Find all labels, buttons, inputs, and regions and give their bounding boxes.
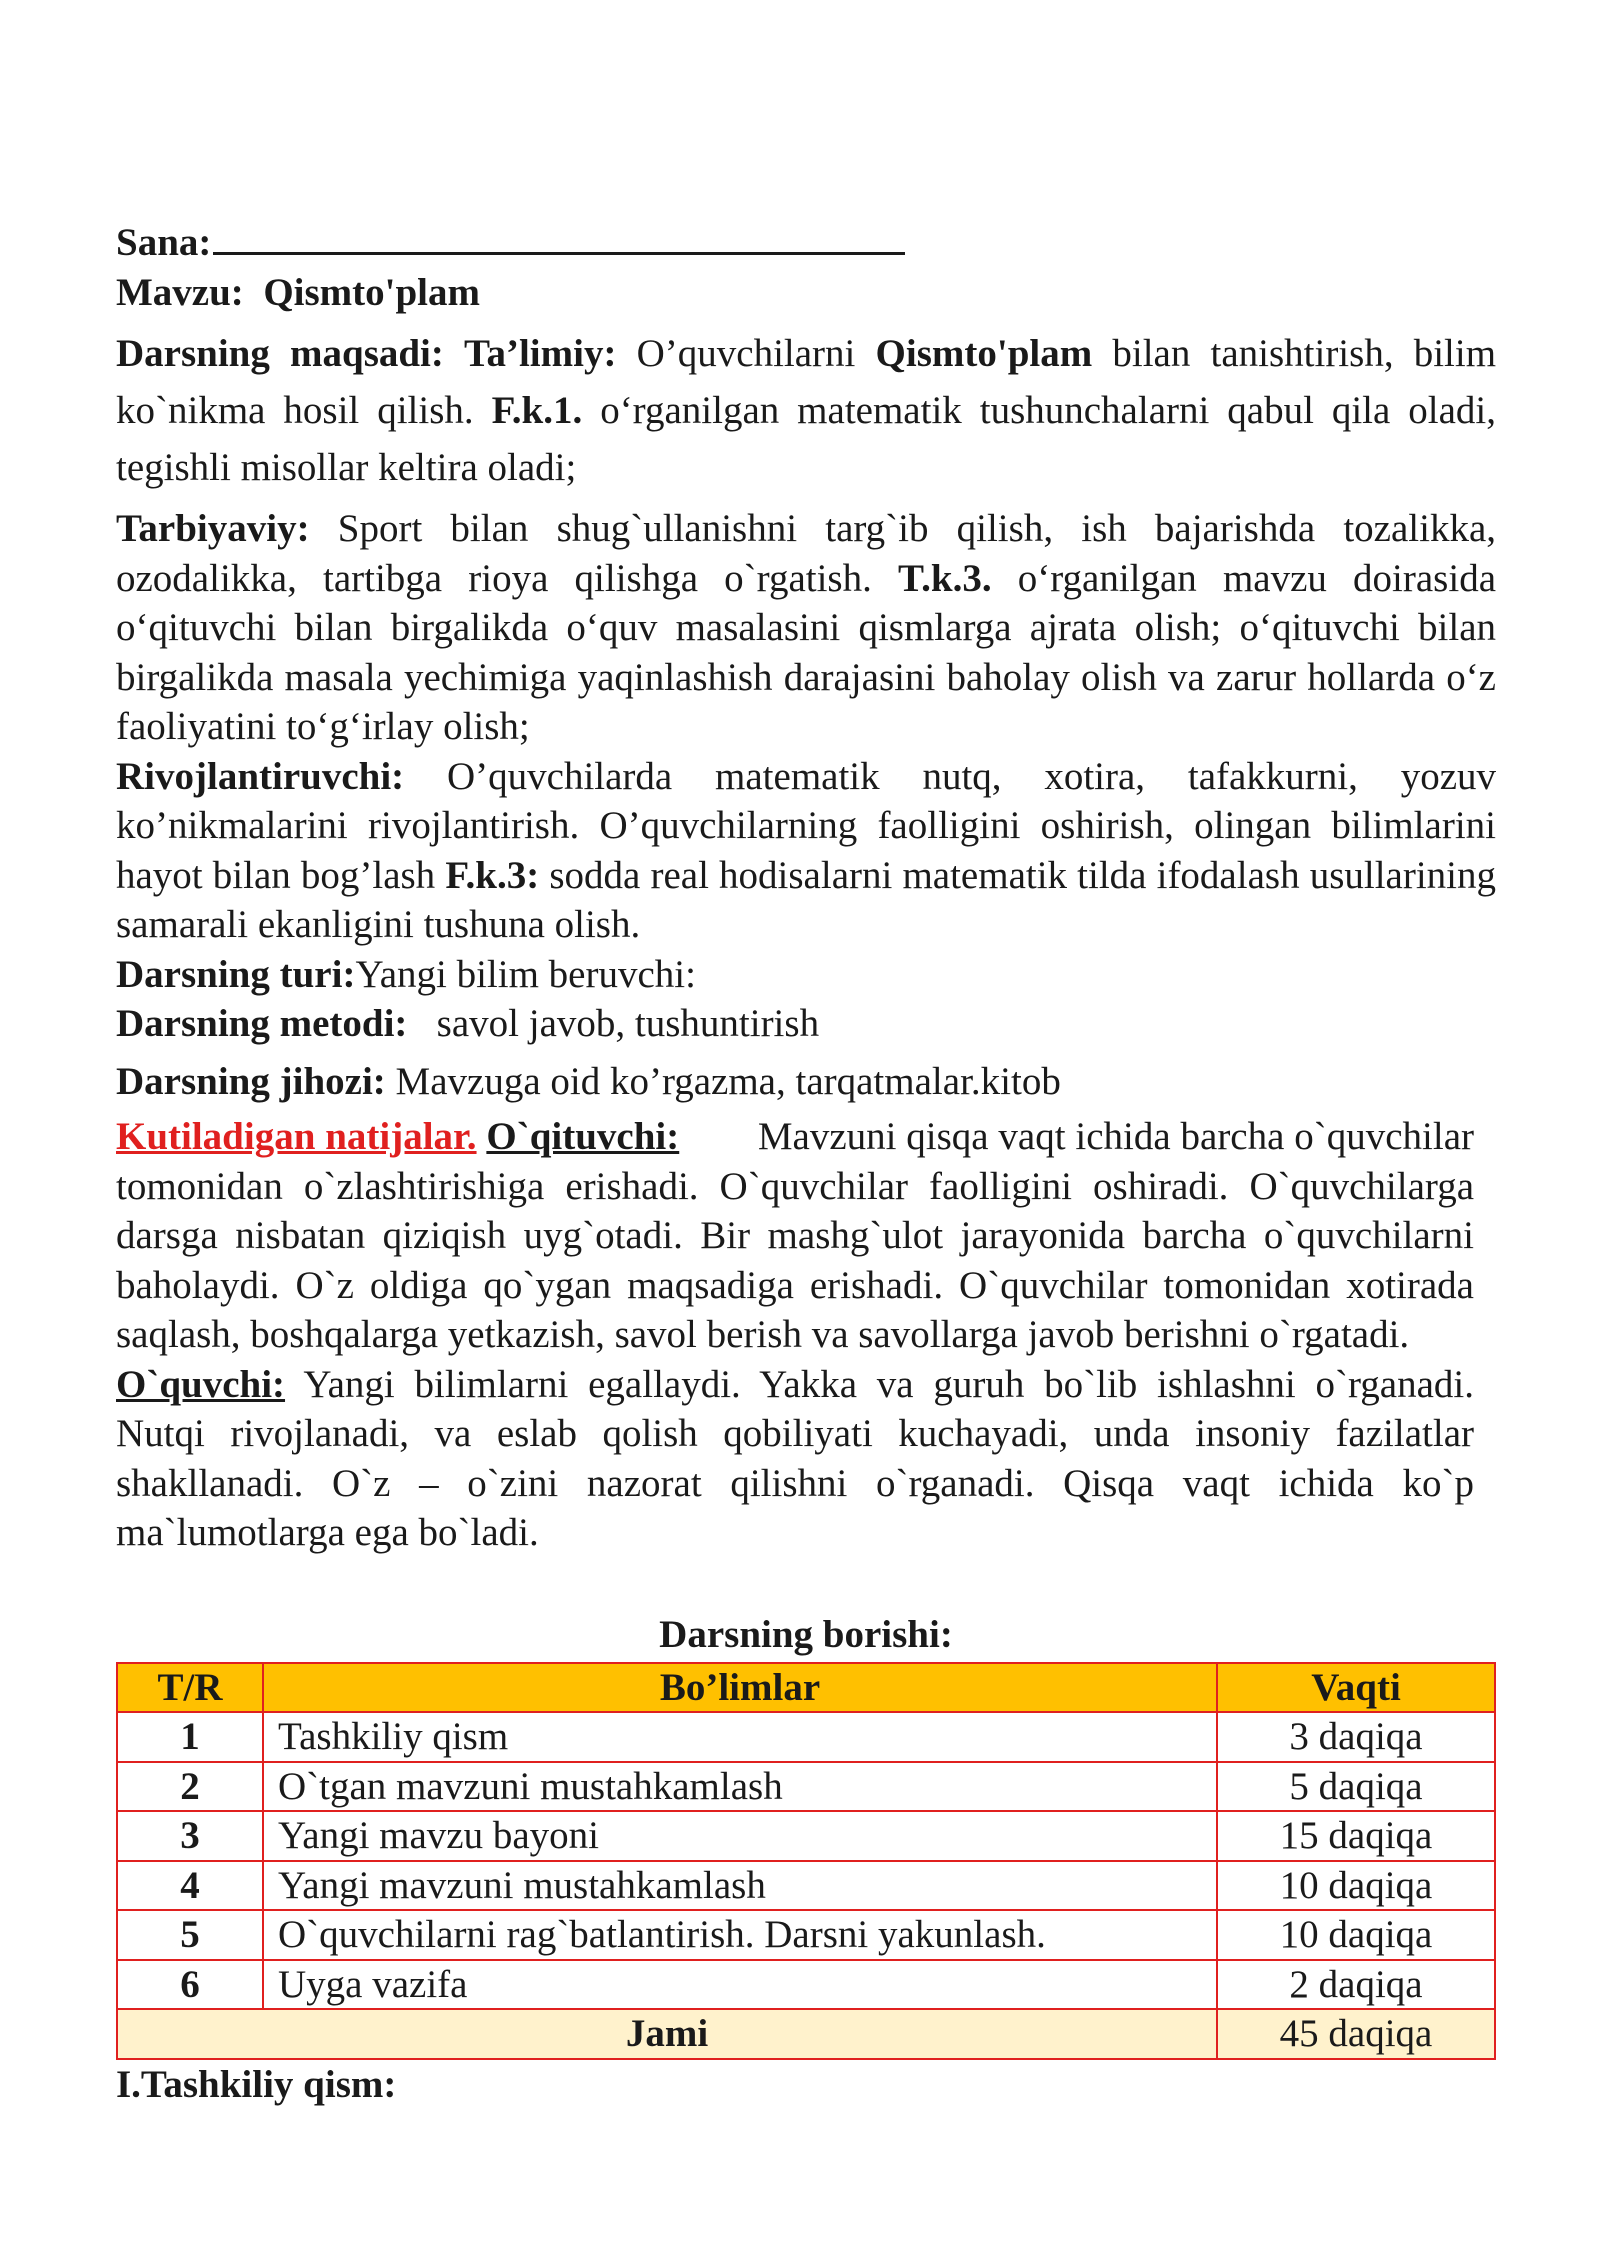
- total-time: 45 daqiqa: [1217, 2009, 1495, 2059]
- teacher-text: Mavzuni qisqa vaqt ichida barcha o`quvchilar tomonidan o`zlashtirishiga erishadi. O`quvchilar faolligini oshiradi. O`quvchilarga darsga nisbatan qiziqish uyg`otadi. Bir mashg`ulot jarayonida barcha o`quvchilarni baholaydi. O`z oldiga qo`ygan maqsadiga erishadi. O`quvchilar tomonidan xotirada saqlash, boshqalarga yetkazish, savol berish va savollarga javob berishni o`rgatadi.: [116, 1115, 1475, 1356]
- row-section: Yangi mavzu bayoni: [263, 1811, 1217, 1861]
- fk3-text: sodda real hodisalarni matematik tilda ifodalash usullarining samarali ekanligini tushuna olish.: [116, 853, 1497, 946]
- goals-educational: [116, 325, 1496, 496]
- goals-label: Darsning maqsadi:: [116, 332, 444, 375]
- table-row: [117, 1811, 1495, 1861]
- table-row: [117, 1910, 1495, 1960]
- row-section: Tashkiliy qism: [263, 1712, 1217, 1762]
- lesson-equipment: [116, 1057, 1496, 1107]
- teacher-label: O`qituvchi:: [486, 1115, 680, 1158]
- row-section: O`tgan mavzuni mustahkamlash: [263, 1762, 1217, 1812]
- date-label: Sana:: [116, 221, 212, 264]
- lesson-type-label: Darsning turi:: [116, 952, 356, 996]
- fk1-text: o‘rganilgan matematik tushunchalarni qabul qila oladi, tegishli misollar keltira oladi;: [116, 389, 1496, 489]
- dev-text: O’quvchilarda matematik nutq, xotira, tafakkurni, yozuv ko’nikmalarini rivojlantirish. O’quvchilarning faolligini oshirish, olingan bilimlarini hayot bilan bog’lash: [116, 754, 1496, 897]
- row-section: Yangi mavzuni mustahkamlash: [263, 1861, 1217, 1911]
- outcomes-student: [116, 1360, 1474, 1558]
- row-time: 10 daqiqa: [1217, 1861, 1495, 1911]
- goals-upbringing: [116, 504, 1496, 752]
- student-label: O`quvchi:: [116, 1362, 286, 1406]
- lesson-plan-top: [116, 218, 1496, 1106]
- lesson-equipment-value: Mavzuga oid ko’rgazma, tarqatmalar.kitob: [395, 1059, 1061, 1103]
- row-time: 15 daqiqa: [1217, 1811, 1495, 1861]
- row-time: 10 daqiqa: [1217, 1910, 1495, 1960]
- next-section-text: I.Tashkiliy qism:: [116, 2062, 397, 2106]
- edu-label: Ta’limiy:: [464, 332, 617, 375]
- lesson-equipment-label: Darsning jihozi:: [116, 1059, 386, 1103]
- col-header-number: T/R: [117, 1663, 263, 1713]
- topic-value: Qismto'plam: [263, 270, 480, 314]
- edu-topic: Qismto'plam: [875, 332, 1093, 375]
- date-line: [116, 218, 1496, 268]
- next-section-heading: [116, 2060, 1496, 2110]
- upbringing-text: Sport bilan shug`ullanishni targ`ib qilish, ish bajarishda tozalikka, ozodalikka, tartibga rioya qilishga o`rgatish.: [116, 507, 1497, 600]
- topic-label: Mavzu:: [116, 270, 244, 314]
- table-row: [117, 1712, 1495, 1762]
- table-row: [117, 1960, 1495, 2010]
- outcomes-teacher: [116, 1112, 1474, 1360]
- row-number: 4: [117, 1861, 263, 1911]
- outcomes-label: Kutiladigan natijalar.: [116, 1115, 477, 1158]
- date-blank: [213, 218, 905, 255]
- lesson-plan-bottom: [116, 1112, 1474, 1558]
- table-title: [116, 1610, 1496, 1660]
- row-time: 3 daqiqa: [1217, 1712, 1495, 1762]
- row-number: 2: [117, 1762, 263, 1812]
- lesson-method-label: Darsning metodi:: [116, 1002, 408, 1045]
- dev-label: Rivojlantiruvchi:: [116, 754, 405, 798]
- upbringing-label: Tarbiyaviy:: [116, 507, 310, 550]
- table-total-row: [117, 2009, 1495, 2059]
- lesson-progress: [116, 1610, 1496, 2109]
- row-number: 6: [117, 1960, 263, 2010]
- goals-developmental: [116, 752, 1496, 950]
- fk1-label: F.k.1.: [491, 389, 583, 432]
- row-number: 1: [117, 1712, 263, 1762]
- student-text: Yangi bilimlarni egallaydi. Yakka va guruh bo`lib ishlashni o`rganadi. Nutqi rivojlanadi, va eslab qolish qobiliyati kuchayadi, unda insoniy fazilatlar shakllanadi. O`z – o`zini nazorat qilishni o`rganadi. Qisqa vaqt ichida ko`p ma`lumotlarga ega bo`ladi.: [116, 1362, 1474, 1554]
- col-header-sections: Bo’limlar: [263, 1663, 1217, 1713]
- table-title-text: Darsning borishi:: [659, 1613, 953, 1656]
- fk3-label: F.k.3:: [445, 853, 540, 897]
- row-number: 3: [117, 1811, 263, 1861]
- table-row: [117, 1762, 1495, 1812]
- table-row: [117, 1861, 1495, 1911]
- lesson-progress-table: [116, 1662, 1496, 2060]
- row-number: 5: [117, 1910, 263, 1960]
- edu-text-2: bilan tanishtirish, bilim ko`nikma hosil qilish.: [116, 332, 1497, 432]
- topic-line: [116, 268, 1496, 318]
- col-header-time: Vaqti: [1217, 1663, 1495, 1713]
- row-time: 2 daqiqa: [1217, 1960, 1495, 2010]
- lesson-method-value: savol javob, tushuntirish: [436, 1002, 820, 1045]
- tk3-label: T.k.3.: [898, 556, 992, 600]
- table-header-row: [117, 1663, 1495, 1713]
- row-section: O`quvchilarni rag`batlantirish. Darsni yakunlash.: [263, 1910, 1217, 1960]
- tk3-text: o‘rganilgan mavzu doirasida o‘qituvchi bilan birgalikda o‘quv masalasini qismlarga ajrata olish; o‘qituvchi bilan birgalikda masala yechimiga yaqinlashish darajasini baholay olish va zarur hollarda o‘z faoliyatini to‘g‘irlay olish;: [116, 556, 1496, 748]
- lesson-type: [116, 950, 1496, 1000]
- row-section: Uyga vazifa: [263, 1960, 1217, 2010]
- edu-text-1: O’quvchilarni: [636, 332, 856, 375]
- lesson-type-value: Yangi bilim beruvchi:: [355, 952, 696, 996]
- row-time: 5 daqiqa: [1217, 1762, 1495, 1812]
- lesson-method: [116, 999, 1496, 1049]
- total-label: Jami: [117, 2009, 1217, 2059]
